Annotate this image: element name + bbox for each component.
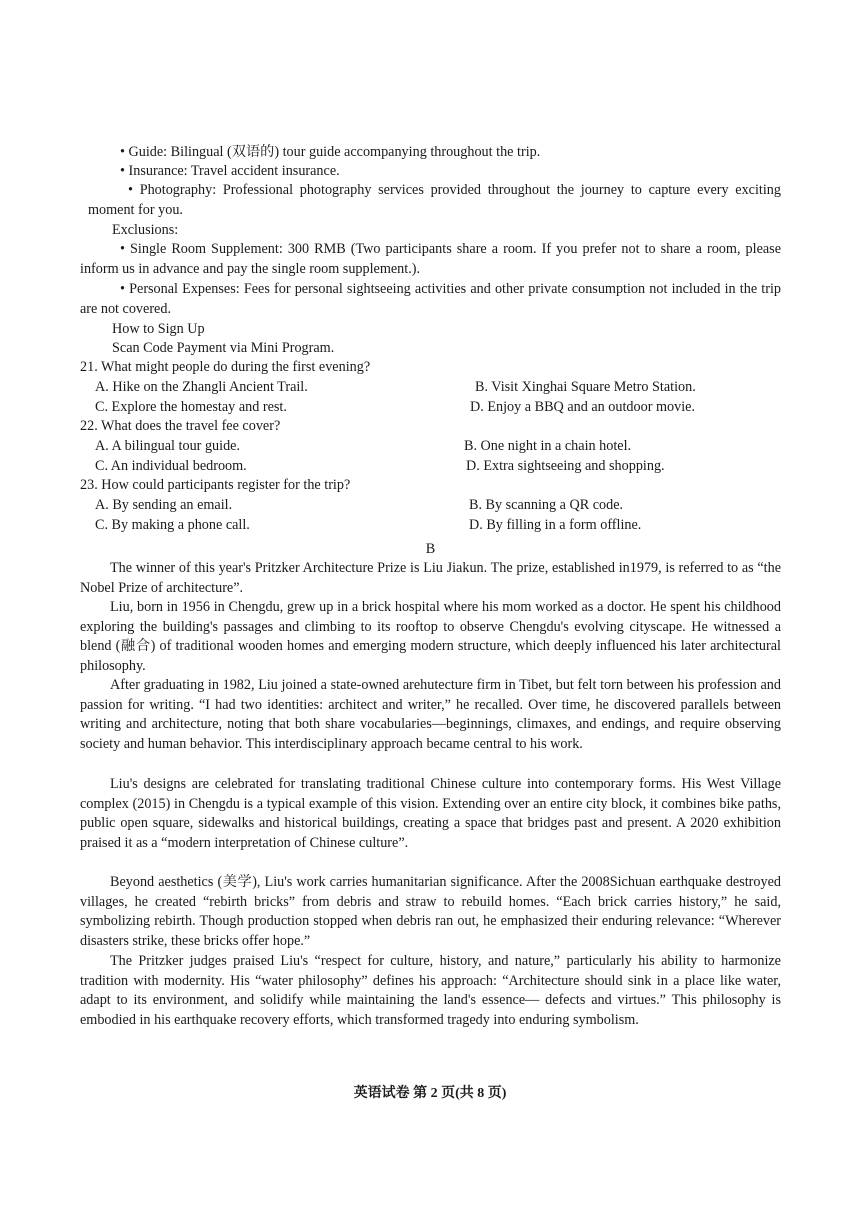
passage-paragraph-3: After graduating in 1982, Liu joined a state-owned arehutecture firm in Tibet, but felt torn between his profession and passion for writing. “I had two identities: architect and writer,” he recalled. Over time, he discovered parallels between writing and architecture, noting that both share vocabularies—beginnings, climaxes, and endings, and require observing society and human behavior. This interdisciplinary approach became central to his work. bbox=[80, 677, 781, 753]
bullet-personal-expenses: • Personal Expenses: Fees for personal sightseeing activities and other private consumption not included in the trip are not covered. bbox=[80, 281, 781, 317]
section-b-heading: B bbox=[425, 541, 436, 557]
bullet-photography: • Photography: Professional photography services provided throughout the journey to capture every exciting moment for you. bbox=[88, 182, 781, 218]
question-21-option-c: C. Explore the homestay and rest. bbox=[95, 399, 287, 415]
question-23-option-d: D. By filling in a form offline. bbox=[469, 517, 642, 533]
question-22-option-b: B. One night in a chain hotel. bbox=[464, 438, 632, 454]
exclusions-label: Exclusions: bbox=[112, 222, 179, 238]
passage-paragraph-1: The winner of this year's Pritzker Architecture Prize is Liu Jiakun. The prize, established in1979, is referred to as “the Nobel Prize of architecture”. bbox=[80, 560, 781, 596]
bullet-insurance: • Insurance: Travel accident insurance. bbox=[120, 163, 340, 179]
question-23: 23. How could participants register for the trip? bbox=[80, 477, 351, 493]
question-22: 22. What does the travel fee cover? bbox=[80, 418, 281, 434]
question-23-option-a: A. By sending an email. bbox=[95, 497, 233, 513]
passage-paragraph-5: Beyond aesthetics (美学), Liu's work carries humanitarian significance. After the 2008Sichuan earthquake destroyed villages, he created “rebirth bricks” from debris and straw to rebuild homes. “Each brick carries history,” he said, symbolizing rebirth. Though production stopped when debris ran out, he emphasized their enduring relevance: “Wherever disasters strike, these bricks offer hope.” bbox=[80, 874, 781, 950]
signup-heading: How to Sign Up bbox=[112, 321, 205, 337]
question-21-option-a: A. Hike on the Zhangli Ancient Trail. bbox=[95, 379, 308, 395]
signup-text: Scan Code Payment via Mini Program. bbox=[112, 340, 335, 356]
question-23-option-c: C. By making a phone call. bbox=[95, 517, 250, 533]
question-22-option-a: A. A bilingual tour guide. bbox=[95, 438, 241, 454]
question-23-option-b: B. By scanning a QR code. bbox=[469, 497, 624, 513]
page-footer: 英语试卷 第 2 页(共 8 页) bbox=[353, 1086, 507, 1101]
bullet-guide: • Guide: Bilingual (双语的) tour guide accompanying throughout the trip. bbox=[120, 144, 541, 160]
passage-paragraph-6: The Pritzker judges praised Liu's “respect for culture, history, and nature,” particularly his ability to harmonize tradition with modernity. His “water philosophy” defines his approach: “Architecture should sink in a place like water, adapt to its environment, and solidify while maintaining the land's essence— defects and virtues.” This philosophy is embodied in his earthquake recovery efforts, which transformed tragedy into enduring symbolism. bbox=[80, 953, 781, 1029]
passage-paragraph-2: Liu, born in 1956 in Chengdu, grew up in a brick hospital where his mom worked as a doctor. He spent his childhood exploring the building's passages and climbing to its rooftop to observe Chengdu's evolving cityscape. He witnessed a blend (融合) of traditional wooden homes and emerging modern structure, which deeply influenced his later architectural philosophy. bbox=[80, 599, 781, 675]
question-22-option-d: D. Extra sightseeing and shopping. bbox=[466, 458, 665, 474]
bullet-single-room: • Single Room Supplement: 300 RMB (Two participants share a room. If you prefer not to share a room, please inform us in advance and pay the single room supplement.). bbox=[80, 241, 781, 277]
passage-paragraph-4: Liu's designs are celebrated for translating traditional Chinese culture into contemporary forms. His West Village complex (2015) in Chengdu is a typical example of this vision. Extending over an entire city block, it combines bike paths, public open square, sidewalks and historical buildings, creating a space that bridges past and present. A 2020 exhibition praised it as a “modern interpretation of Chinese culture”. bbox=[80, 776, 781, 852]
question-21-option-b: B. Visit Xinghai Square Metro Station. bbox=[475, 379, 696, 395]
question-21-option-d: D. Enjoy a BBQ and an outdoor movie. bbox=[470, 399, 695, 415]
question-22-option-c: C. An individual bedroom. bbox=[95, 458, 247, 474]
question-21: 21. What might people do during the first evening? bbox=[80, 359, 371, 375]
